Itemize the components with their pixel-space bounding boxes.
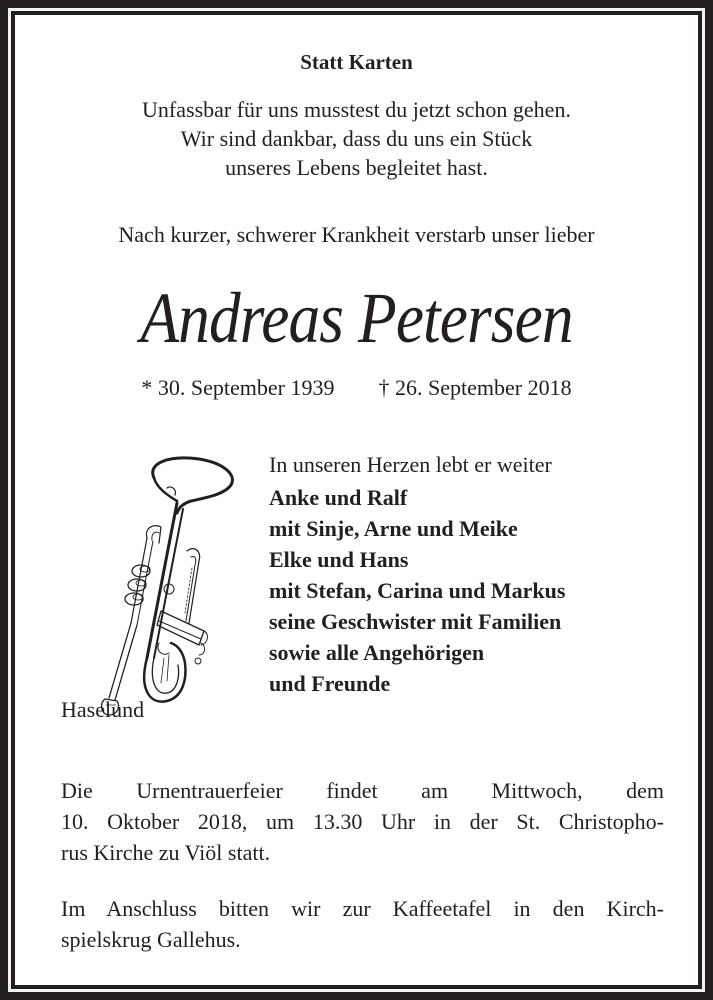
mourner-line: mit Sinje, Arne und Meike [269, 516, 518, 541]
mourners-lead: In unseren Herzen lebt er weiter [269, 452, 552, 477]
mourner-line: Elke und Hans [269, 547, 409, 572]
mourner-line: seine Geschwister mit Familien [269, 609, 562, 634]
mourner-line: mit Stefan, Carina und Markus [269, 578, 566, 603]
notice-content [15, 15, 698, 985]
mourner-line: Anke und Ralf [269, 485, 408, 510]
heading: Statt Karten [300, 50, 413, 74]
verse-line: Unfassbar für uns musstest du jetzt schon gehen. [142, 97, 571, 122]
death-date: † 26. September 2018 [378, 375, 572, 400]
deceased-name: Andreas Petersen [140, 278, 573, 358]
intro-text: Nach kurzer, schwerer Krankheit verstarb unser lieber [118, 222, 595, 247]
life-dates [15, 375, 698, 401]
reception-info [61, 893, 664, 955]
mourners-list [269, 449, 565, 699]
mourner-line: sowie alle Angehörigen [269, 640, 485, 665]
reception-line: Im Anschluss bitten wir zur Kaffeetafel in den Kirch- [61, 896, 664, 921]
service-line: Die Urnentrauerfeier findet am Mittwoch, dem [61, 778, 664, 803]
verse-line: Wir sind dankbar, dass du uns ein Stück [180, 126, 533, 151]
verse-line: unseres Lebens begleitet hast. [225, 155, 488, 180]
verse [15, 95, 698, 182]
place: Haselund [61, 697, 145, 722]
notice-card [11, 11, 702, 989]
trumpet-icon [59, 443, 259, 723]
reception-line: spielskrug Gallehus. [61, 927, 241, 952]
service-line: 10. Oktober 2018, um 13.30 Uhr in der St. Christopho- [61, 809, 664, 834]
service-line: rus Kirche zu Viöl statt. [61, 840, 271, 865]
mourner-line: und Freunde [269, 671, 391, 696]
outer-frame [8, 8, 705, 992]
service-info [61, 775, 664, 868]
birth-date: * 30. September 1939 [141, 375, 335, 400]
